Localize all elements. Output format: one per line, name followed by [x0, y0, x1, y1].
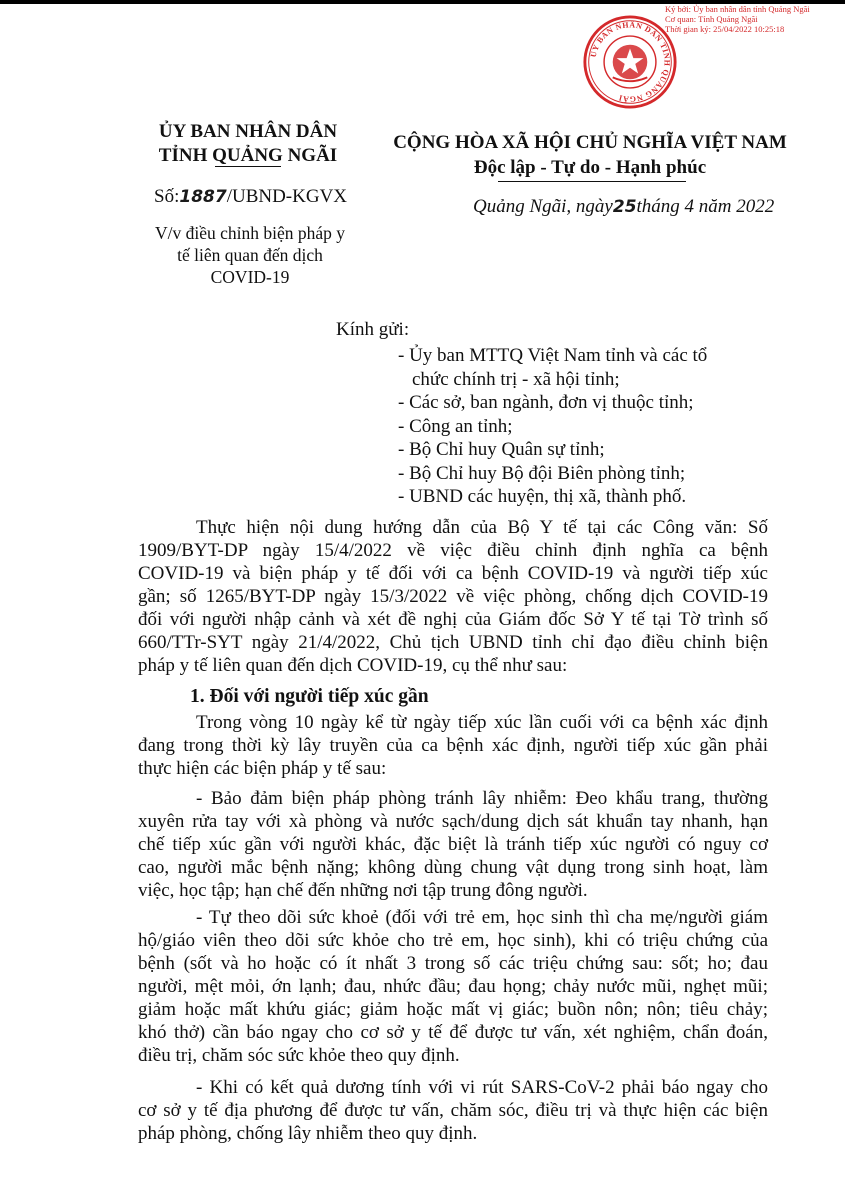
subject-line: tế liên quan đến dịch: [177, 245, 323, 265]
org-name-line1: ỦY BAN NHÂN DÂN: [158, 121, 338, 142]
bullet-self-monitoring: [138, 906, 768, 1067]
nation-motto: Độc lập - Tự do - Hạnh phúc: [473, 157, 707, 178]
document-subject: [130, 222, 370, 288]
paragraph-line: bệnh (sốt và ho hoặc có ít nhất 3 trong số các triệu chứng sau: sốt; ho; đau: [138, 953, 768, 974]
paragraph-line: 660/TTr-SYT ngày 21/4/2022, Chủ tịch UBND tỉnh chỉ đạo điều chỉnh biện: [138, 632, 768, 653]
document-number: [154, 186, 347, 208]
doc-number-prefix: Số:: [154, 186, 180, 207]
date-prefix: Quảng Ngãi, ngày: [473, 196, 613, 217]
official-seal-icon: [582, 14, 678, 110]
paragraph-line: xuyên rửa tay với xà phòng và nước sạch/dung dịch sát khuẩn tay nhanh, hạn: [138, 811, 768, 832]
paragraph-line: khó thở) cần báo ngay cho cơ sở y tế để được tư vấn, xét nghiệm, chẩn đoán,: [138, 1022, 768, 1043]
issuing-authority: [148, 120, 348, 168]
recipient-item: - Công an tỉnh;: [398, 415, 513, 437]
recipient-item: chức chính trị - xã hội tỉnh;: [412, 368, 620, 390]
org-underline: [215, 166, 281, 167]
signature-signer: Ký bởi: Ủy ban nhân dân tỉnh Quảng Ngãi: [665, 4, 810, 14]
paragraph-line: cao, người mắc bệnh nặng; không dùng chung vật dụng trong sinh hoạt, làm: [138, 857, 768, 878]
paragraph-line: gần; số 1265/BYT-DP ngày 15/3/2022 về việc phòng, chống dịch COVID-19: [138, 586, 768, 607]
paragraph-line: - Tự theo dõi sức khoẻ (đối với trẻ em, học sinh thì cha mẹ/người giám: [196, 907, 768, 928]
recipient-item: - Bộ Chỉ huy Quân sự tỉnh;: [398, 439, 605, 460]
national-header: [390, 130, 790, 180]
paragraph-line: giảm hoặc mất khứu giác; giảm hoặc mất vị giác; buồn nôn; nôn; tiêu chảy;: [138, 999, 768, 1020]
recipient-item: - UBND các huyện, thị xã, thành phố.: [398, 486, 687, 507]
nation-name: CỘNG HÒA XÃ HỘI CHỦ NGHĨA VIỆT NAM: [393, 132, 787, 153]
paragraph-line: Trong vòng 10 ngày kể từ ngày tiếp xúc lần cuối với ca bệnh xác định: [196, 712, 768, 733]
motto-underline: [498, 181, 686, 182]
paragraph-line: người, mệt mỏi, ớn lạnh; đau, nhức đầu; đau họng; chảy nước mũi, nghẹt mũi;: [138, 976, 768, 997]
recipient-item: - Ủy ban MTTQ Việt Nam tỉnh và các tổ: [398, 345, 708, 366]
paragraph-line: 1909/BYT-DP ngày 15/4/2022 về việc điều chỉnh định nghĩa ca bệnh: [138, 540, 768, 561]
signature-agency: Cơ quan: Tỉnh Quảng Ngãi: [665, 14, 758, 24]
recipient-item: - Các sở, ban ngành, đơn vị thuộc tỉnh;: [398, 392, 694, 413]
seal-text: ỦY BAN NHÂN DÂN TỈNH QUẢNG NGÃI: [588, 20, 672, 104]
doc-number-suffix: /UBND-KGVX: [226, 186, 348, 207]
issue-date: [473, 196, 774, 218]
subject-line: V/v điều chỉnh biện pháp y: [154, 223, 346, 243]
paragraph-line: pháp phòng, chống lây nhiễm theo quy định.: [138, 1123, 478, 1144]
paragraph-line: cơ sở y tế địa phương để được tư vấn, chăm sóc, điều trị và thực hiện các biện: [138, 1100, 768, 1121]
section-1-intro: [138, 711, 768, 780]
paragraph-line: pháp y tế liên quan đến dịch COVID-19, cụ thể như sau:: [138, 655, 568, 676]
intro-paragraph: [138, 516, 768, 677]
date-day-handwritten: 25: [612, 197, 637, 217]
paragraph-line: hộ/giáo viên theo dõi sức khỏe cho trẻ em, học sinh), khi có triệu chứng của: [138, 930, 768, 951]
signature-time: Thời gian ký: 25/04/2022 10:25:18: [665, 24, 785, 34]
date-suffix: tháng 4 năm 2022: [636, 196, 775, 217]
paragraph-line: đối với người nhập cảnh và xét đề nghị của Giám đốc Sở Y tế tại Tờ trình số: [138, 609, 768, 630]
doc-number-handwritten: 1887: [179, 187, 227, 207]
paragraph-line: việc, học tập; hạn chế đến những nơi tập trung đông người.: [138, 880, 588, 901]
paragraph-line: thực hiện các biện pháp y tế sau:: [138, 758, 387, 779]
bullet-prevention: [138, 787, 768, 902]
org-name-line2: TỈNH QUẢNG NGÃI: [158, 145, 338, 166]
paragraph-line: điều trị, chăm sóc sức khỏe theo quy định.: [138, 1045, 460, 1066]
paragraph-line: chế tiếp xúc gần với người khác, đặc biệt là tránh tiếp xúc người có nguy cơ: [138, 834, 768, 855]
paragraph-line: - Bảo đảm biện pháp phòng tránh lây nhiễm: Đeo khẩu trang, thường: [196, 788, 768, 809]
paragraph-line: đang trong thời kỳ lây truyền của ca bệnh xác định, người tiếp xúc gần phải: [138, 735, 768, 756]
recipients-list: [398, 344, 707, 509]
recipients-label: Kính gửi:: [336, 319, 410, 340]
bullet-positive-result: [138, 1076, 768, 1145]
digital-signature-info: [665, 4, 835, 34]
section-1-heading: 1. Đối với người tiếp xúc gần: [190, 686, 429, 707]
subject-line: COVID-19: [210, 267, 290, 287]
recipient-item: - Bộ Chỉ huy Bộ đội Biên phòng tỉnh;: [398, 462, 686, 484]
paragraph-line: COVID-19 và biện pháp y tế đối với ca bệnh COVID-19 và người tiếp xúc: [138, 563, 768, 584]
paragraph-line: Thực hiện nội dung hướng dẫn của Bộ Y tế tại các Công văn: Số: [196, 517, 768, 538]
paragraph-line: - Khi có kết quả dương tính với vi rút SARS-CoV-2 phải báo ngay cho: [196, 1077, 768, 1098]
